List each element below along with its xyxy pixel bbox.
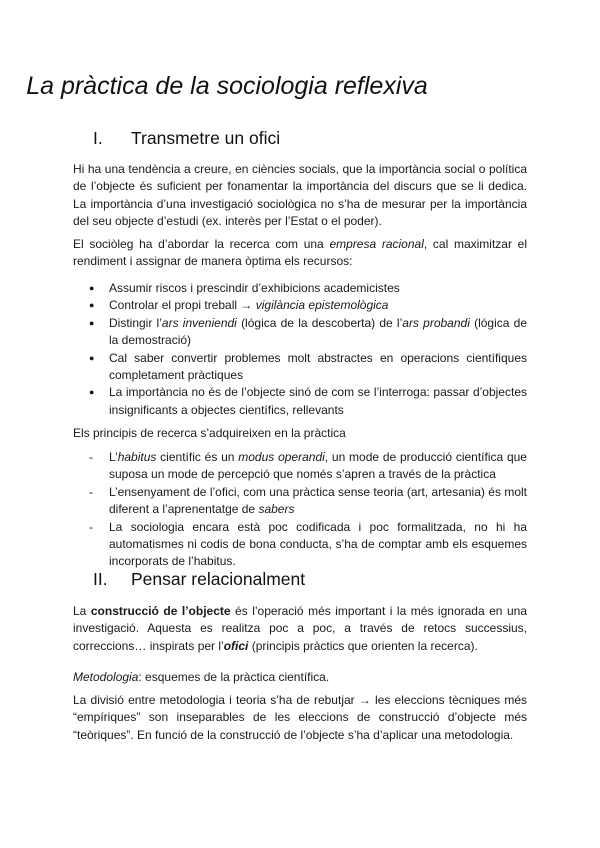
text-run: La sociologia encara està poc codificada i poc formalitzada, no hi ha automatismes ni codis de bona conducta, s’ha de comptar amb els esquemes incorporats de l’habitus. xyxy=(109,519,527,569)
text-run: ars inveniendi xyxy=(161,315,237,330)
dash-icon: - xyxy=(89,484,93,499)
bullet-list xyxy=(73,280,527,419)
text-run: L’ xyxy=(109,450,118,464)
text-run: Els principis de recerca s’adquireixen en la pràctica xyxy=(73,426,346,440)
text-run: Metodologia xyxy=(73,670,139,684)
text-run: sabers xyxy=(258,502,295,517)
paragraph xyxy=(73,692,527,744)
list-item xyxy=(73,297,527,314)
bullet-icon: ● xyxy=(89,283,95,293)
text-run: La importància no és de l’objecte sinó de com se l’interroga: passar d’objectes insignificants a objectes científics, rellevants xyxy=(109,385,527,417)
paragraph xyxy=(73,236,527,271)
section-number: I. xyxy=(93,128,103,148)
dash-list xyxy=(73,449,527,571)
text-run: Hi ha una tendència a creure, en ciències socials, que la importància social o política de l’objecte és suficient per fonamentar la importància del discurs que se li dedica. La importància d’una investigació sociològica no s’ha de mesurar per la importància del seu objecte d’estudi (ex. interès per l’Estat o el poder). xyxy=(73,162,527,229)
text-run: construcció de l’objecte xyxy=(90,604,231,618)
text-run: L’ensenyament de l’ofici, com una pràctica sense teoria (art, artesania) és molt diferent a l’aprenentatge de xyxy=(109,484,527,517)
text-run: (lógica de la demostració) xyxy=(109,315,528,348)
section-heading-2 xyxy=(93,569,305,590)
text-run: Assumir riscos i prescindir d’exhibicions academicistes xyxy=(109,281,400,295)
list-item xyxy=(73,484,527,519)
dash-icon: - xyxy=(89,450,93,464)
list-item xyxy=(73,280,527,297)
list-item xyxy=(73,315,527,350)
text-run: modus operandi xyxy=(238,450,325,464)
bullet-icon: ● xyxy=(89,387,95,398)
bullet-icon: ● xyxy=(89,300,95,311)
section-title: Pensar relacionalment xyxy=(131,569,306,589)
section-number: II. xyxy=(93,569,108,589)
text-run: habitus xyxy=(117,450,157,464)
paragraph xyxy=(73,161,527,231)
text-run: Distingir l’ xyxy=(109,315,162,330)
section-heading-1 xyxy=(93,128,280,149)
text-run: és l’operació més important i la més ignorada en una investigació. Aquesta es realitza poc a poc, a través de retocs successius, correccions… inspirats per l’ xyxy=(73,604,528,653)
paragraph xyxy=(73,425,527,442)
text-run: empresa racional xyxy=(329,237,424,251)
section-title: Transmetre un ofici xyxy=(131,128,281,148)
text-run: (lógica de la descoberta) de l’ xyxy=(236,315,403,330)
text-run: científic és un xyxy=(156,450,239,464)
text-run: : esquemes de la pràctica científica. xyxy=(138,670,330,684)
text-run: La xyxy=(73,604,91,618)
text-run: La divisió entre metodologia i teoria s’ha de rebutjar → les eleccions tècniques més “empíriques” son inseparables de les eleccions de construcció d’objecte més “teòriques”. En funció de la construcció de l’objecte s’ha d’aplicar una metodologia. xyxy=(73,693,527,742)
list-item xyxy=(73,449,527,484)
text-run: (principis pràctics que orienten la recerca). xyxy=(248,638,478,653)
text-run: , un mode de producció científica que suposa un mode de percepció que només s’apren a través de la pràctica xyxy=(109,450,527,482)
document-title: La pràctica de la sociologia reflexiva xyxy=(26,72,428,100)
dash-icon: - xyxy=(89,519,93,534)
list-item xyxy=(73,384,527,419)
text-run: vigilància epistemològica xyxy=(255,298,389,313)
text-run: Cal saber convertir problemes molt abstractes en operacions científiques completament pràctiques xyxy=(109,350,527,383)
text-run: El sociòleg ha d’abordar la recerca com una xyxy=(73,237,330,251)
list-item xyxy=(73,519,527,571)
bullet-icon: ● xyxy=(89,317,95,328)
text-run: ars probandi xyxy=(402,315,470,330)
text-run: ofici xyxy=(223,638,249,653)
paragraph xyxy=(73,669,527,686)
list-item xyxy=(73,350,527,385)
text-run: Controlar el propi treball → xyxy=(109,298,256,313)
bullet-icon: ● xyxy=(89,352,95,363)
paragraph xyxy=(73,603,527,655)
text-run: , cal maximitzar el rendiment i assignar de manera òptima els recursos: xyxy=(73,237,527,269)
